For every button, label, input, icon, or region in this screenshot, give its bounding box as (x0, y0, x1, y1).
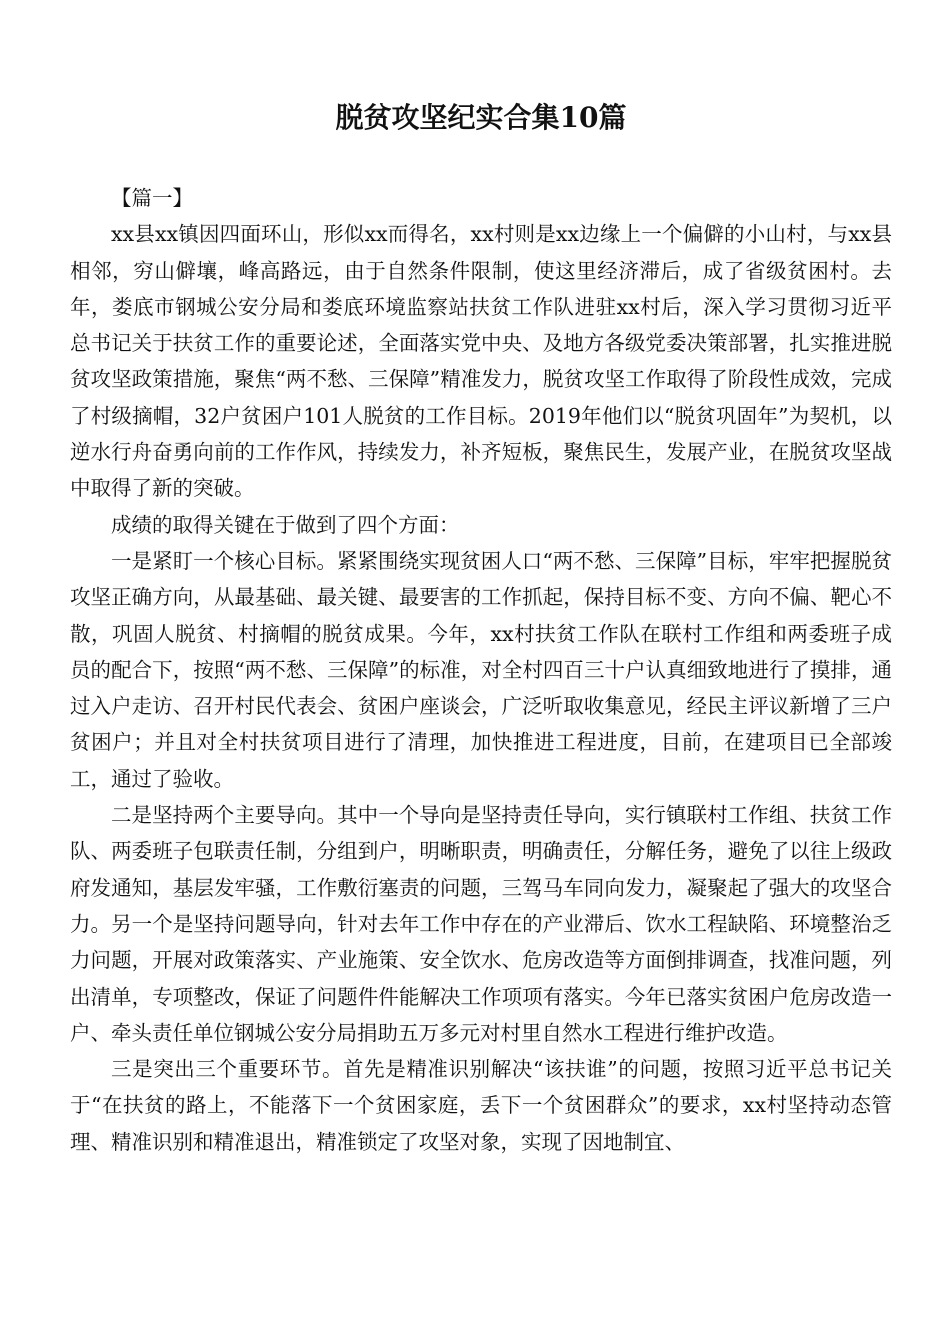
document-title: 脱贫攻坚纪实合集10篇 (335, 101, 627, 134)
section-heading: 【篇一】 (111, 186, 193, 210)
paragraph-point-three: 三是突出三个重要环节。首先是精准识别解决“该扶谁”的问题，按照习近平总书记关于“在扶贫的路上，不能落下一个贫困家庭，丢下一个贫困群众”的要求，xx村坚持动态管理、精准识别和精准退出，精准锁定了攻坚对象，实现了因地制宜、 (70, 1057, 892, 1154)
paragraph-point-two: 二是坚持两个主要导向。其中一个导向是坚持责任导向，实行镇联村工作组、扶贫工作队、两委班子包联责任制，分组到户，明晰职责，明确责任，分解任务，避免了以往上级政府发通知，基层发牢骚，工作敷衍塞责的问题，三驾马车同向发力，凝聚起了强大的攻坚合力。另一个是坚持问题导向，针对去年工作中存在的产业滞后、饮水工程缺陷、环境整治乏力问题，开展对政策落实、产业施策、安全饮水、危房改造等方面倒排调查，找准问题，列出清单，专项整改，保证了问题件件能解决工作项项有落实。今年已落实贫困户危房改造一户、牵头责任单位钢城公安分局捐助五万多元对村里自然水工程进行维护改造。 (70, 803, 892, 1045)
paragraph-summary: 成绩的取得关键在于做到了四个方面： (111, 512, 460, 537)
document-page (70, 0, 892, 1344)
paragraph-intro: xx县xx镇因四面环山，形似xx而得名，xx村则是xx边缘上一个偏僻的小山村，与xx县相邻，穷山僻壤，峰高路远，由于自然条件限制，使这里经济滞后，成了省级贫困村。去年，娄底市钢城公安分局和娄底环境监察站扶贫工作队进驻xx村后，深入学习贯彻习近平总书记关于扶贫工作的重要论述，全面落实党中央、及地方各级党委决策部署，扎实推进脱贫攻坚政策措施，聚焦“两不愁、三保障”精准发力，脱贫攻坚工作取得了阶段性成效，完成了村级摘帽，32户贫困户101人脱贫的工作目标。2019年他们以“脱贫巩固年”为契机，以逆水行舟奋勇向前的工作作风，持续发力，补齐短板，聚焦民生，发展产业，在脱贫攻坚战中取得了新的突破。 (70, 222, 892, 501)
document-body (70, 180, 892, 1160)
paragraph-point-one: 一是紧盯一个核心目标。紧紧围绕实现贫困人口“两不愁、三保障”目标，牢牢把握脱贫攻坚正确方向，从最基础、最关键、最要害的工作抓起，保持目标不变、方向不偏、靶心不散，巩固人脱贫、村摘帽的脱贫成果。今年，xx村扶贫工作队在联村工作组和两委班子成员的配合下，按照“两不愁、三保障”的标准，对全村四百三十户认真细致地进行了摸排，通过入户走访、召开村民代表会、贫困户座谈会，广泛听取收集意见，经民主评议新增了三户贫困户；并且对全村扶贫项目进行了清理，加快推进工程进度，目前，在建项目已全部竣工，通过了验收。 (70, 548, 892, 791)
